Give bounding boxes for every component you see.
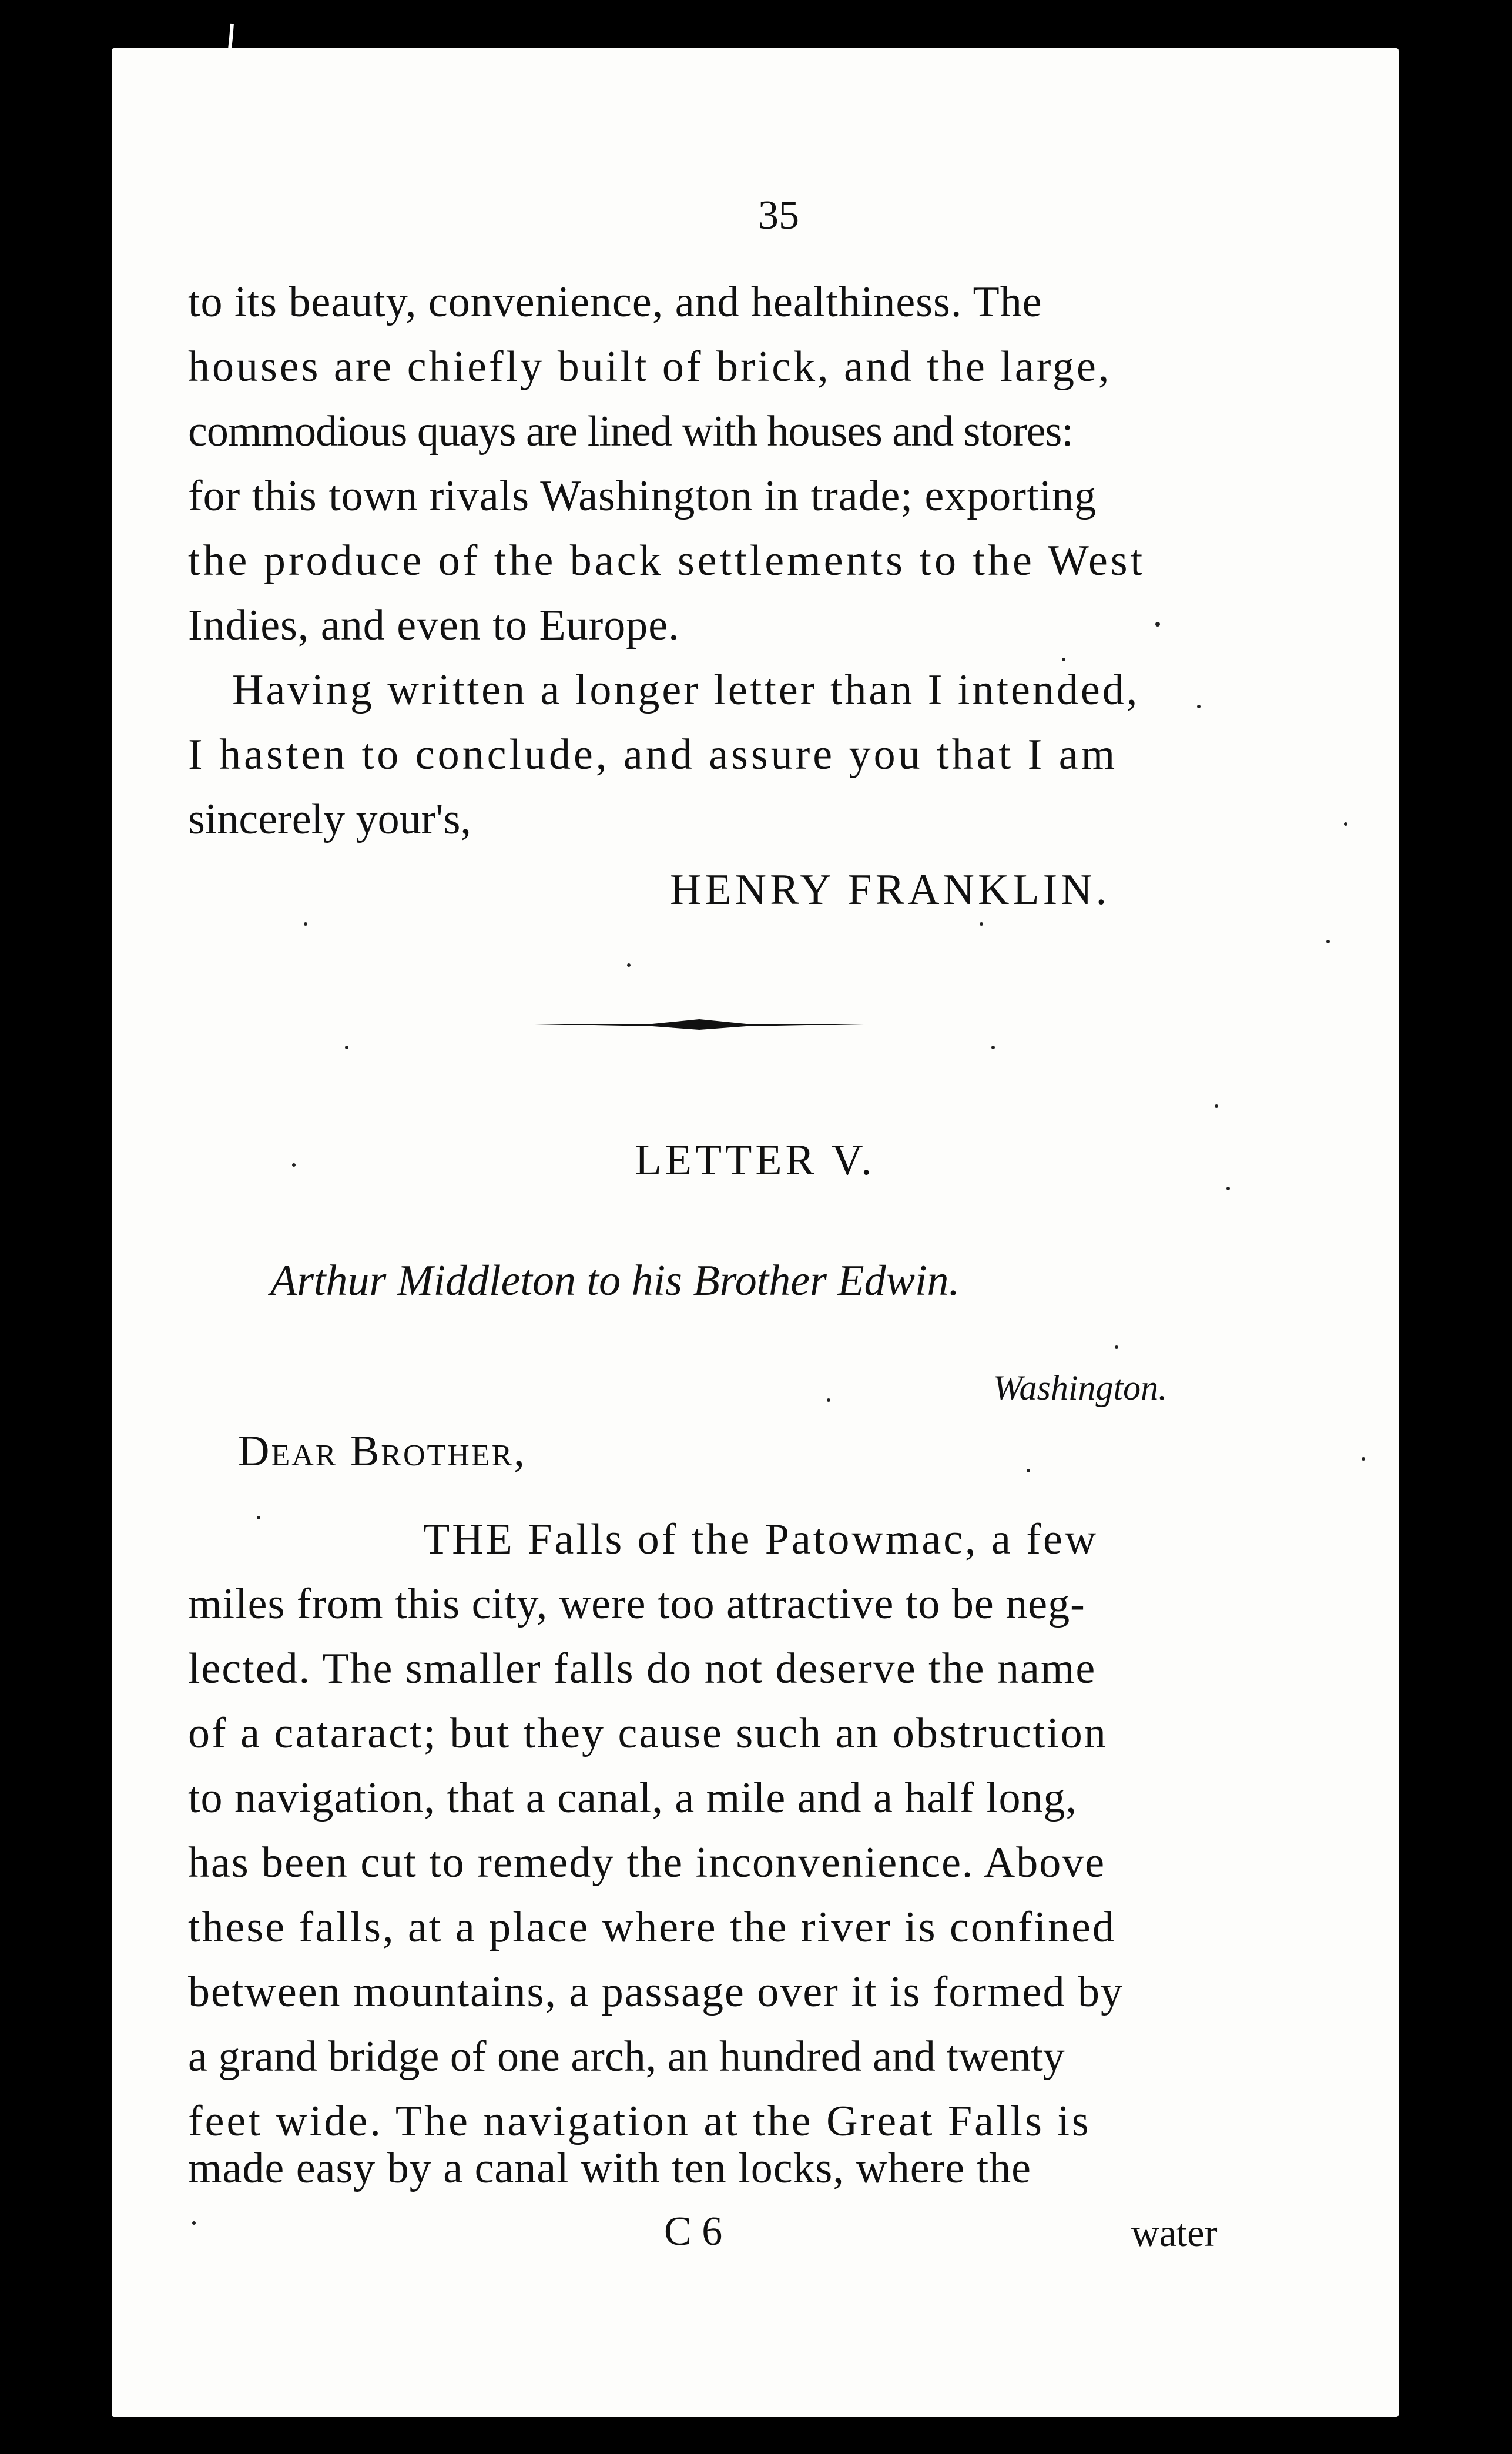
ornamental-rule [535,1006,864,1042]
text-line: Having written a longer letter than I intended, [232,666,1140,714]
text-line: feet wide. The navigation at the Great Falls is [188,2097,1091,2145]
text-line: for this town rivals Washington in trade; exporting [188,472,1097,520]
page-number: 35 [758,193,799,238]
text-line: THE Falls of the Patowmac, a few [423,1515,1099,1564]
text-line: made easy by a canal with ten locks, where the [188,2144,1032,2192]
text-line: sincerely your's, [188,795,471,843]
letter-subtitle: Arthur Middleton to his Brother Edwin. [270,1257,960,1305]
text-line: to navigation, that a canal, a mile and a half long, [188,1774,1077,1822]
text-line: houses are chiefly built of brick, and the large, [188,343,1112,391]
text-line: Indies, and even to Europe. [188,601,680,650]
catchword: water [1131,2212,1218,2255]
text-line: commodious quays are lined with houses and stores: [188,407,1073,456]
salutation: Dear Brother, [238,1427,527,1475]
text-line: miles from this city, were too attractive to be neg- [188,1580,1085,1628]
text-line: I hasten to conclude, and assure you that I am [188,731,1118,779]
scan-border-left [0,0,100,2454]
text-line: to its beauty, convenience, and healthiness. The [188,278,1042,326]
text-line: the produce of the back settlements to the West [188,537,1146,585]
letter-place: Washington. [993,1368,1168,1407]
text-line: a grand bridge of one arch, an hundred and twenty [188,2033,1065,2081]
text-line: lected. The smaller falls do not deserve the name [188,1645,1097,1693]
signature-mark: C 6 [664,2209,723,2254]
book-page [112,48,1399,2417]
text-line: of a cataract; but they cause such an obstruction [188,1709,1108,1757]
letter-signature: HENRY FRANKLIN. [670,866,1111,914]
text-line: between mountains, a passage over it is formed by [188,1968,1124,2016]
text-line: has been cut to remedy the inconvenience. Above [188,1839,1106,1887]
letter-heading: LETTER V. [635,1136,876,1184]
text-line: these falls, at a place where the river is confined [188,1903,1116,1951]
